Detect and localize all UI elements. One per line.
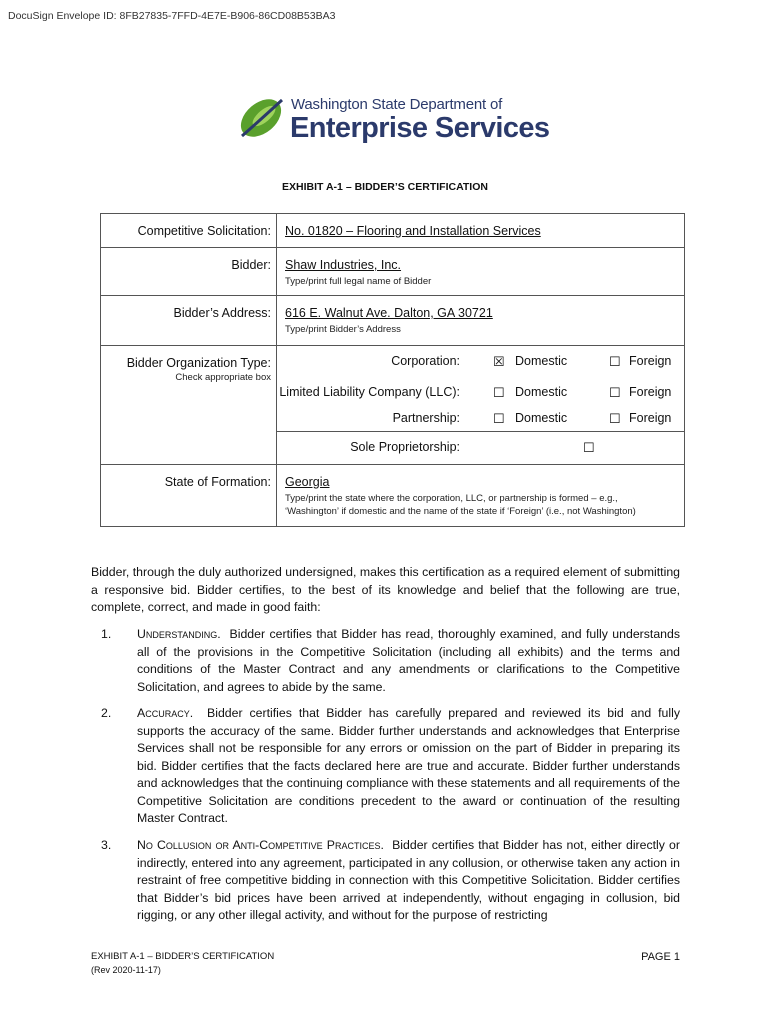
domestic-checkbox[interactable]: ☒ (493, 354, 505, 369)
foreign-label: Foreign (629, 354, 672, 368)
page-number: PAGE 1 (641, 951, 680, 963)
sole-prop-checkbox[interactable]: ☐ (583, 440, 595, 455)
certification-form (100, 213, 685, 527)
foreign-checkbox[interactable]: ☐ (609, 411, 621, 426)
bidder-hint: Type/print full legal name of Bidder (285, 276, 432, 287)
logo-line1: Washington State Department of (291, 96, 503, 113)
item-heading: Understanding. (137, 627, 221, 641)
foreign-checkbox[interactable]: ☐ (609, 354, 621, 369)
item-text: Bidder certifies that Bidder has carefully prepared and reviewed its bid and fully supports the accuracy of the same. Bidder further understands and acknowledges that Enterprise Services shall not be responsible for any errors or omission on the part of Bidder in preparing its bid. Bidder certifies that the facts declared here are true and accurate. Bidder further understands and acknowledges that the continuing compliance with these statements and all requirements of the Competitive Solicitation are conditions precedent to the award or continuation of the resulting Master Contract. (137, 706, 680, 825)
list-item (91, 626, 680, 696)
footer-title: EXHIBIT A-1 – BIDDER’S CERTIFICATION (91, 951, 275, 962)
list-item (91, 837, 680, 925)
foreign-label: Foreign (629, 411, 672, 425)
org-row-sole-prop (277, 440, 684, 460)
item-text: Bidder certifies that Bidder has read, thoroughly examined, and fully understands all of the provisions in the Competitive Solicitation (including all exhibits) and the terms and conditions of the Master Contract and any amendments or clarifications to the Competitive Solicitation, and agrees to abide by the same. (137, 627, 680, 694)
state-field[interactable]: Georgia (285, 475, 330, 489)
item-number: 1. (101, 627, 112, 641)
bidder-label: Bidder: (101, 248, 277, 296)
foreign-checkbox[interactable]: ☐ (609, 385, 621, 400)
item-number: 2. (101, 706, 112, 720)
item-number: 3. (101, 838, 112, 852)
domestic-label: Domestic (515, 354, 568, 368)
state-hint-1: Type/print the state where the corporation, LLC, or partnership is formed – e.g., (285, 493, 618, 504)
address-hint: Type/print Bidder’s Address (285, 324, 401, 335)
org-type-name: Limited Liability Company (LLC): (279, 385, 460, 399)
sole-prop-label: Sole Proprietorship: (350, 440, 460, 454)
solicitation-value[interactable]: No. 01820 – Flooring and Installation Services (285, 224, 541, 238)
domestic-label: Domestic (515, 385, 568, 399)
list-item (91, 705, 680, 828)
docusign-envelope-id: DocuSign Envelope ID: 8FB27835-7FFD-4E7E-B906-86CD08B53BA3 (8, 10, 336, 22)
solicitation-label: Competitive Solicitation: (101, 214, 277, 248)
org-type-name: Partnership: (392, 411, 460, 425)
item-text: Bidder certifies that Bidder has not, either directly or indirectly, entered into any agreement, participated in any collusion, or otherwise taken any action in restraint of free competitive bidding in connection with this Competitive Solicitation. Bidder certifies that Bidder’s bid prices have been arrived at independently, without engaging in collusion, bid rigging, or any other illegal activity, and without for the purpose of restricting (137, 838, 680, 922)
domestic-checkbox[interactable]: ☐ (493, 411, 505, 426)
address-field[interactable]: 616 E. Walnut Ave. Dalton, GA 30721 (285, 306, 493, 320)
state-label: State of Formation: (101, 465, 277, 527)
org-type-label: Bidder Organization Type: (126, 356, 271, 370)
org-row-partnership (277, 411, 684, 431)
org-row-corporation (277, 354, 684, 374)
footer-left (91, 951, 274, 975)
org-type-name: Corporation: (391, 354, 460, 368)
exhibit-title: EXHIBIT A-1 – BIDDER’S CERTIFICATION (282, 181, 488, 193)
domestic-checkbox[interactable]: ☐ (493, 385, 505, 400)
footer-revision: (Rev 2020-11-17) (91, 965, 161, 975)
bidder-name-field[interactable]: Shaw Industries, Inc. (285, 258, 402, 272)
org-type-hint: Check appropriate box (175, 372, 271, 383)
des-logo (236, 92, 550, 146)
intro-paragraph: Bidder, through the duly authorized undersigned, makes this certification as a required element of submitting a responsive bid. Bidder certifies, to the best of its knowledge and belief that the following are true, complete, correct, and made in good faith: (91, 565, 680, 614)
item-heading: No Collusion or Anti-Competitive Practices. (137, 838, 384, 852)
foreign-label: Foreign (629, 385, 672, 399)
state-hint-2: ‘Washington’ if domestic and the name of the state if ‘Foreign’ (i.e., not Washington) (285, 506, 636, 517)
item-heading: Accuracy. (137, 706, 194, 720)
domestic-label: Domestic (515, 411, 568, 425)
address-label: Bidder’s Address: (101, 296, 277, 346)
logo-line2: Enterprise Services (290, 112, 550, 144)
leaf-logo-icon (236, 92, 290, 146)
org-row-llc (277, 385, 684, 405)
org-type-grid (277, 346, 684, 464)
